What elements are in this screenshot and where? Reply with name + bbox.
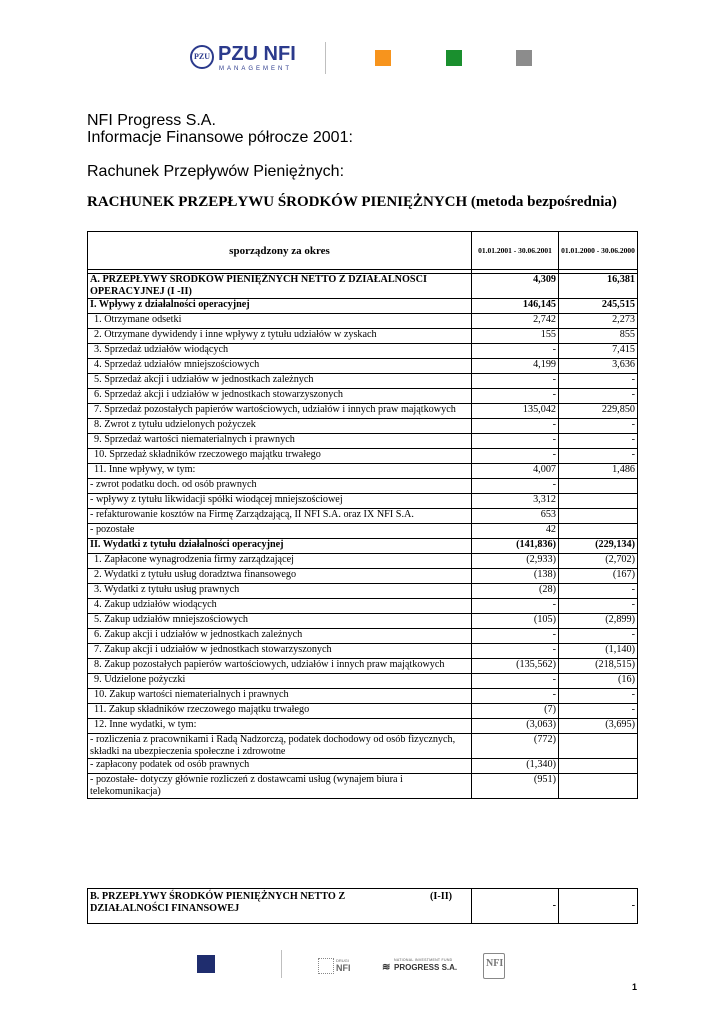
- table-row: [88, 274, 638, 299]
- table-row: [88, 759, 638, 774]
- row-value-2001: 653: [472, 509, 559, 524]
- row-value-2000: 16,381: [559, 274, 638, 299]
- row-value-2000: -: [559, 419, 638, 434]
- table-row: [88, 719, 638, 734]
- row-value-2000: 1,486: [559, 464, 638, 479]
- progress-line1: NATIONAL INVESTMENT FUND: [394, 958, 453, 962]
- section-b-value-2000: -: [559, 889, 638, 924]
- row-value-2001: -: [472, 629, 559, 644]
- row-value-2000: -: [559, 389, 638, 404]
- row-value-2001: (3,063): [472, 719, 559, 734]
- progress-line2: PROGRESS S.A.: [394, 963, 458, 972]
- row-value-2000: 229,850: [559, 404, 638, 419]
- row-value-2000: (3,695): [559, 719, 638, 734]
- row-value-2000: -: [559, 584, 638, 599]
- row-value-2001: (1,340): [472, 759, 559, 774]
- row-value-2001: -: [472, 389, 559, 404]
- logo-subtitle: MANAGEMENT: [219, 66, 293, 72]
- row-value-2001: (28): [472, 584, 559, 599]
- table-row: [88, 389, 638, 404]
- section-b-cell: [88, 889, 472, 924]
- header-divider: [325, 42, 326, 74]
- drugi-small-text: DRUGI: [336, 958, 349, 963]
- row-value-2000: 2,273: [559, 314, 638, 329]
- row-value-2000: (2,702): [559, 554, 638, 569]
- row-value-2001: 2,742: [472, 314, 559, 329]
- row-label: 8. Zwrot z tytułu udzielonych pożyczek: [88, 419, 472, 434]
- statement-title: RACHUNEK PRZEPŁYWU ŚRODKÓW PIENIĘŻNYCH (metoda bezpośrednia): [87, 194, 617, 210]
- progress-logo: [382, 958, 462, 974]
- nfi-seal-icon: [483, 953, 505, 979]
- period-2000: 01.01.2000 - 30.06.2000: [559, 232, 638, 270]
- row-label: 12. Inne wydatki, w tym:: [88, 719, 472, 734]
- row-value-2001: 4,199: [472, 359, 559, 374]
- row-label: 3. Wydatki z tytułu usług prawnych: [88, 584, 472, 599]
- table-row: [88, 449, 638, 464]
- table-row: [88, 614, 638, 629]
- row-value-2001: -: [472, 689, 559, 704]
- row-label: - rozliczenia z pracownikami i Radą Nadzorczą, podatek dochodowy od osób fizycznych, składki na ubezpieczenia społeczne i zdrowotne: [88, 734, 472, 759]
- row-value-2001: 3,312: [472, 494, 559, 509]
- row-value-2000: -: [559, 599, 638, 614]
- period-2001: 01.01.2001 - 30.06.2001: [472, 232, 559, 270]
- company-name: NFI Progress S.A.: [87, 112, 216, 129]
- row-value-2000: 3,636: [559, 359, 638, 374]
- section-b-label: B. PRZEPŁYWY ŚRODKÓW PIENIĘŻNYCH NETTO Z DZIAŁALNOŚCI FINANSOWEJ: [90, 891, 346, 914]
- orange-square-icon: [375, 50, 391, 66]
- table-row: [88, 734, 638, 759]
- table-row: [88, 464, 638, 479]
- row-value-2001: -: [472, 434, 559, 449]
- table-row: [88, 659, 638, 674]
- section-b-value-2001: -: [472, 889, 559, 924]
- pzu-nfi-logo: [190, 43, 296, 79]
- table-row: [88, 599, 638, 614]
- row-label: 3. Sprzedaż udziałów wiodących: [88, 344, 472, 359]
- table-row: [88, 404, 638, 419]
- row-value-2000: -: [559, 434, 638, 449]
- table-row: [88, 299, 638, 314]
- table-row: [88, 689, 638, 704]
- row-value-2001: 42: [472, 524, 559, 539]
- row-value-2001: (7): [472, 704, 559, 719]
- row-value-2000: (167): [559, 569, 638, 584]
- row-label: 6. Zakup akcji i udziałów w jednostkach zależnych: [88, 629, 472, 644]
- row-value-2001: 155: [472, 329, 559, 344]
- pzu-monogram-icon: PZU: [190, 45, 214, 69]
- row-label: 10. Sprzedaż składników rzeczowego majątku trwałego: [88, 449, 472, 464]
- table-row: [88, 479, 638, 494]
- table-row: [88, 674, 638, 689]
- row-value-2000: -: [559, 704, 638, 719]
- row-value-2000: (218,515): [559, 659, 638, 674]
- drugi-box-icon: [318, 958, 334, 974]
- row-value-2000: [559, 479, 638, 494]
- row-value-2001: -: [472, 344, 559, 359]
- row-value-2000: [559, 494, 638, 509]
- period-label: sporządzony za okres: [88, 232, 472, 270]
- row-label: 7. Sprzedaż pozostałych papierów wartościowych, udziałów i innych praw majątkowych: [88, 404, 472, 419]
- navy-square-icon: [197, 955, 215, 973]
- row-value-2000: 855: [559, 329, 638, 344]
- row-label: 8. Zakup pozostałych papierów wartościowych, udziałów i innych praw majątkowych: [88, 659, 472, 674]
- row-label: 4. Zakup udziałów wiodących: [88, 599, 472, 614]
- row-value-2000: (1,140): [559, 644, 638, 659]
- section-b-tag: (I-II): [430, 891, 453, 902]
- row-value-2001: (2,933): [472, 554, 559, 569]
- row-label: I. Wpływy z działalności operacyjnej: [88, 299, 472, 314]
- row-value-2001: 135,042: [472, 404, 559, 419]
- row-value-2000: 7,415: [559, 344, 638, 359]
- table-row: [88, 344, 638, 359]
- row-value-2000: [559, 509, 638, 524]
- row-value-2000: [559, 524, 638, 539]
- row-label: 1. Zapłacone wynagrodzenia firmy zarządzającej: [88, 554, 472, 569]
- footer-divider: [281, 950, 282, 978]
- row-value-2000: (2,899): [559, 614, 638, 629]
- row-label: 9. Sprzedaż wartości niematerialnych i prawnych: [88, 434, 472, 449]
- table-header-row: [88, 232, 638, 270]
- table-row: [88, 644, 638, 659]
- row-label: II. Wydatki z tytułu działalności operacyjnej: [88, 539, 472, 554]
- drugi-nfi-text: NFI: [336, 963, 351, 973]
- row-value-2001: -: [472, 479, 559, 494]
- table-row: [88, 554, 638, 569]
- row-label: 2. Wydatki z tytułu usług doradztwa finansowego: [88, 569, 472, 584]
- row-label: 4. Sprzedaż udziałów mniejszościowych: [88, 359, 472, 374]
- table-row: [88, 434, 638, 449]
- grey-square-icon: [516, 50, 532, 66]
- row-label: - zapłacony podatek od osób prawnych: [88, 759, 472, 774]
- row-value-2001: -: [472, 419, 559, 434]
- row-value-2000: -: [559, 374, 638, 389]
- row-label: 5. Zakup udziałów mniejszościowych: [88, 614, 472, 629]
- row-value-2001: (772): [472, 734, 559, 759]
- row-label: 2. Otrzymane dywidendy i inne wpływy z tytułu udziałów w zyskach: [88, 329, 472, 344]
- row-value-2000: [559, 774, 638, 799]
- row-value-2000: (229,134): [559, 539, 638, 554]
- row-value-2000: [559, 734, 638, 759]
- row-label: 5. Sprzedaż akcji i udziałów w jednostkach zależnych: [88, 374, 472, 389]
- table-row: [88, 524, 638, 539]
- row-value-2000: -: [559, 449, 638, 464]
- table-row: [88, 584, 638, 599]
- row-value-2001: -: [472, 449, 559, 464]
- row-value-2001: (135,562): [472, 659, 559, 674]
- row-value-2000: -: [559, 689, 638, 704]
- table-row: [88, 419, 638, 434]
- row-value-2000: (16): [559, 674, 638, 689]
- row-label: 1. Otrzymane odsetki: [88, 314, 472, 329]
- row-label: - refakturowanie kosztów na Firmę Zarządzającą, II NFI S.A. oraz IX NFI S.A.: [88, 509, 472, 524]
- table-row: [88, 889, 638, 924]
- section-title: Rachunek Przepływów Pieniężnych:: [87, 163, 345, 180]
- row-value-2001: 146,145: [472, 299, 559, 314]
- row-label: 9. Udzielone pożyczki: [88, 674, 472, 689]
- financing-table: [87, 888, 638, 924]
- row-value-2000: [559, 759, 638, 774]
- row-label: - zwrot podatku doch. od osób prawnych: [88, 479, 472, 494]
- cash-flow-table: [87, 231, 638, 799]
- green-square-icon: [446, 50, 462, 66]
- row-label: - wpływy z tytułu likwidacji spółki wiodącej mniejszościowej: [88, 494, 472, 509]
- row-value-2001: -: [472, 374, 559, 389]
- table-row: [88, 569, 638, 584]
- table-row: [88, 314, 638, 329]
- logo-title: PZU NFI: [218, 43, 296, 65]
- seal-text: NFI: [486, 958, 504, 969]
- row-value-2001: 4,007: [472, 464, 559, 479]
- table-row: [88, 509, 638, 524]
- row-value-2001: (105): [472, 614, 559, 629]
- table-row: [88, 539, 638, 554]
- row-value-2001: -: [472, 599, 559, 614]
- row-label: 11. Inne wpływy, w tym:: [88, 464, 472, 479]
- table-row: [88, 329, 638, 344]
- row-label: 11. Zakup składników rzeczowego majątku trwałego: [88, 704, 472, 719]
- row-label: 10. Zakup wartości niematerialnych i prawnych: [88, 689, 472, 704]
- table-row: [88, 359, 638, 374]
- table-row: [88, 704, 638, 719]
- row-label: 7. Zakup akcji i udziałów w jednostkach stowarzyszonych: [88, 644, 472, 659]
- report-title: Informacje Finansowe półrocze 2001:: [87, 129, 353, 146]
- table-row: [88, 774, 638, 799]
- table-row: [88, 494, 638, 509]
- row-label: A. PRZEPŁYWY ŚRODKÓW PIENIĘŻNYCH NETTO Z DZIAŁALNOŚCI OPERACYJNEJ (I -II): [88, 274, 472, 299]
- drugi-nfi-logo: [318, 958, 354, 974]
- row-value-2000: 245,515: [559, 299, 638, 314]
- row-label: - pozostałe: [88, 524, 472, 539]
- row-value-2001: (951): [472, 774, 559, 799]
- table-row: [88, 629, 638, 644]
- progress-mark-icon: ≋: [382, 962, 391, 973]
- table-row: [88, 374, 638, 389]
- row-value-2001: (138): [472, 569, 559, 584]
- row-value-2001: -: [472, 644, 559, 659]
- row-value-2001: (141,836): [472, 539, 559, 554]
- row-value-2001: 4,309: [472, 274, 559, 299]
- page-number: 1: [632, 982, 638, 992]
- row-label: 6. Sprzedaż akcji i udziałów w jednostkach stowarzyszonych: [88, 389, 472, 404]
- row-value-2001: -: [472, 674, 559, 689]
- row-label: - pozostałe- dotyczy głównie rozliczeń z dostawcami usług (wynajem biura i telekomunikacja): [88, 774, 472, 799]
- row-value-2000: -: [559, 629, 638, 644]
